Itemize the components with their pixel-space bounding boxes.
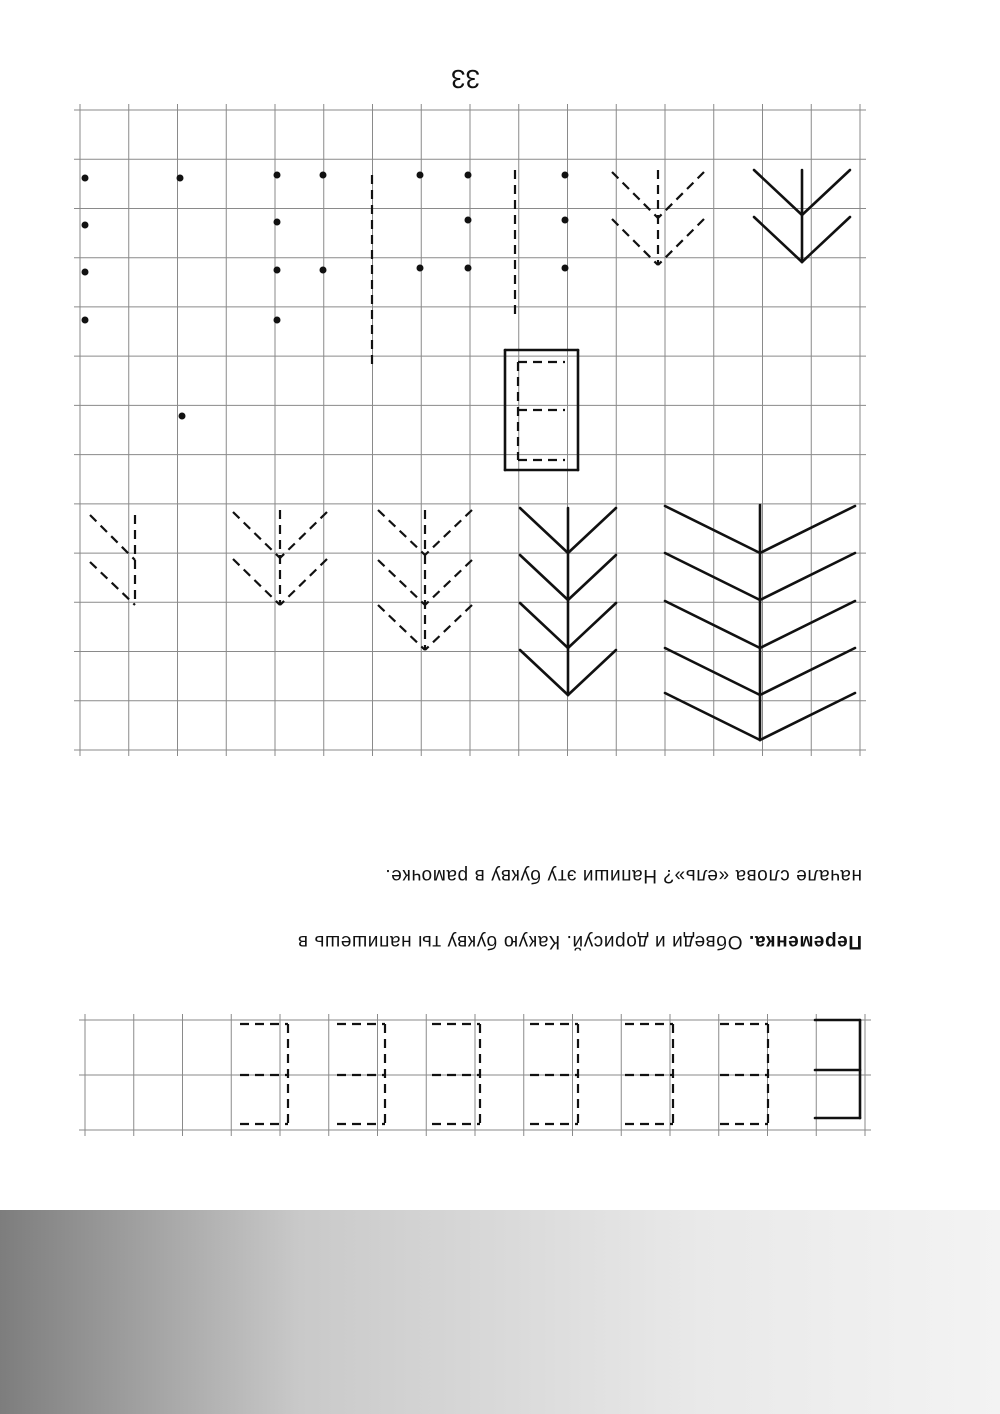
- guide-dot: [274, 172, 281, 179]
- tree-branch: [378, 560, 425, 605]
- tree-branch: [760, 553, 855, 600]
- guide-dot: [562, 265, 569, 272]
- tree-branch: [754, 217, 802, 262]
- guide-dot: [177, 175, 184, 182]
- dashed-strokes: [90, 170, 768, 1124]
- tree-branch: [233, 559, 280, 605]
- tree-branch: [760, 648, 855, 695]
- tree-branch: [280, 512, 327, 558]
- guide-dot: [274, 317, 281, 324]
- guide-dot: [465, 265, 472, 272]
- tree-branch: [760, 601, 855, 648]
- tree-branch: [568, 603, 616, 648]
- tree-branch: [520, 508, 568, 553]
- tree-branch: [760, 693, 855, 740]
- guide-dot: [465, 172, 472, 179]
- guide-dot: [562, 217, 569, 224]
- guide-dot: [465, 217, 472, 224]
- tree-branch: [378, 510, 425, 555]
- tree-branch: [612, 172, 658, 218]
- guide-dot: [82, 222, 89, 229]
- instruction-heading: Переменка.: [748, 931, 862, 952]
- guide-dot: [562, 172, 569, 179]
- instruction-line-1: [297, 930, 862, 952]
- tree-branch: [802, 217, 850, 262]
- tree-branch: [233, 512, 280, 558]
- tree-branch: [568, 650, 616, 695]
- instruction-text-1: Обведи и дорисуй. Какую букву ты напишешь в: [297, 931, 743, 952]
- guide-dot: [82, 317, 89, 324]
- guide-dot: [82, 269, 89, 276]
- tracing-grid-top: [74, 104, 866, 756]
- tree-branch: [665, 648, 760, 695]
- tree-branch: [665, 693, 760, 740]
- tree-branch: [568, 555, 616, 600]
- tree-branch: [665, 506, 760, 553]
- tree-branch: [760, 506, 855, 553]
- tree-branch: [520, 650, 568, 695]
- guide-dot: [320, 172, 327, 179]
- guide-dot: [274, 219, 281, 226]
- solid-strokes: [505, 170, 860, 1118]
- guide-dot: [274, 267, 281, 274]
- tree-branch: [520, 555, 568, 600]
- tree-branch: [665, 601, 760, 648]
- tree-branch: [425, 605, 472, 650]
- guide-dot: [417, 265, 424, 272]
- tree-branch: [665, 553, 760, 600]
- guide-dot: [417, 172, 424, 179]
- tree-branch: [520, 603, 568, 648]
- guide-dot: [179, 413, 186, 420]
- tree-branch: [425, 560, 472, 605]
- page-number: 33: [451, 64, 480, 94]
- tree-branch: [378, 605, 425, 650]
- tree-branch: [425, 510, 472, 555]
- guide-dot: [82, 175, 89, 182]
- tree-branch: [280, 559, 327, 605]
- guide-dot: [320, 267, 327, 274]
- tree-branch: [568, 508, 616, 553]
- instruction-line-2: начале слова «ель»? Напиши эту букву в рамочке.: [384, 865, 862, 886]
